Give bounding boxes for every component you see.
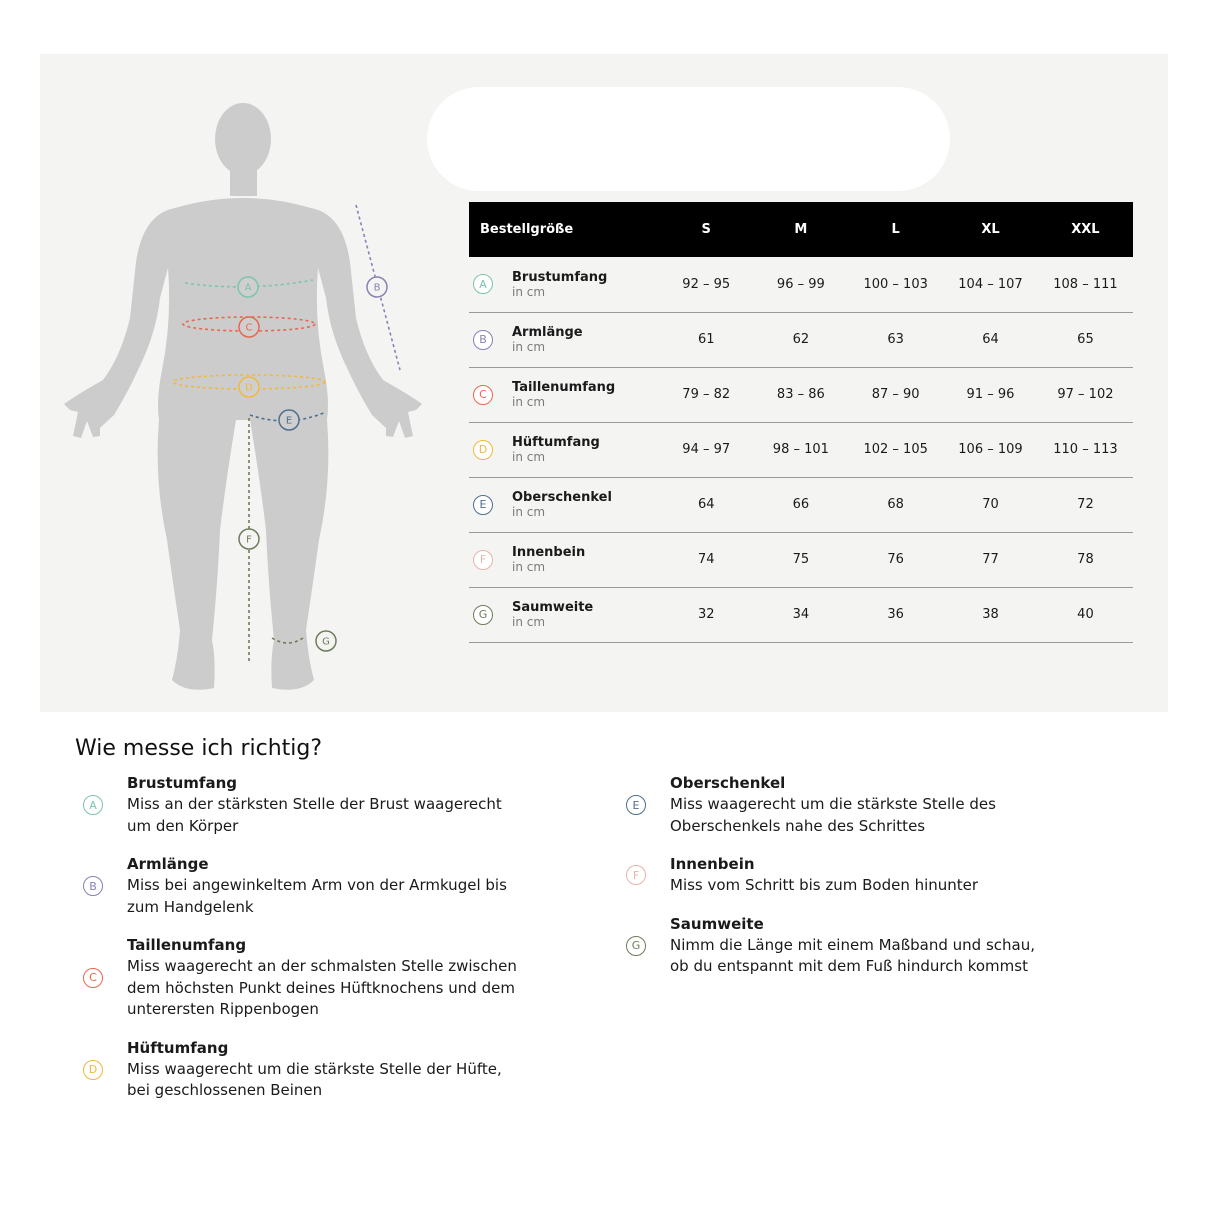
howto-item-text: Miss an der stärksten Stelle der Brust waagerecht (127, 795, 502, 813)
size-value: 98 – 101 (772, 442, 829, 457)
size-value: 92 – 95 (682, 276, 731, 292)
svg-text:E: E (285, 415, 293, 427)
measure-name: Brustumfang (512, 269, 608, 285)
size-value: 74 (697, 552, 715, 567)
marker-f-icon (239, 529, 259, 549)
body-silhouette (64, 103, 422, 690)
size-value: 36 (887, 607, 904, 622)
size-value: 62 (792, 332, 810, 347)
howto-item-hüftumfang (75, 1038, 517, 1102)
svg-text:F: F (246, 534, 252, 546)
row-label-cell (469, 312, 659, 367)
measure-unit: in cm (512, 450, 546, 464)
size-value: 63 (887, 332, 904, 347)
measure-unit: in cm (512, 615, 546, 629)
size-value: 94 – 97 (682, 442, 731, 457)
svg-text:C: C (245, 322, 253, 334)
measure-unit: in cm (512, 560, 546, 574)
size-value: 32 (697, 607, 715, 622)
size-value: 78 (1077, 552, 1094, 567)
measure-e-icon: E (626, 795, 646, 815)
howto-item-taillenumfang (75, 935, 517, 1021)
measure-name: Armlänge (512, 325, 583, 340)
size-value: 64 (697, 497, 715, 512)
howto-item-text: Miss vom Schritt bis zum Boden hinunter (670, 876, 979, 894)
header-cell: L (891, 222, 900, 237)
measure-name: Taillenumfang (512, 380, 616, 395)
measure-e-icon: E (473, 495, 493, 515)
howto-item-text: Miss waagerecht um die stärkste Stelle des (670, 795, 996, 813)
measure-g-icon: G (626, 936, 646, 956)
howto-item-text: zum Handgelenk (127, 897, 254, 916)
row-label-cell (469, 367, 659, 422)
marker-b-icon (367, 277, 387, 297)
size-value: 70 (982, 497, 999, 512)
measure-g-icon: G (473, 605, 493, 625)
measure-name: Hüftumfang (512, 435, 600, 450)
table-row (469, 312, 1133, 367)
size-value: 110 – 113 (1053, 442, 1118, 457)
howto-item-text: Miss waagerecht um die stärkste Stelle der Hüfte, (127, 1059, 502, 1078)
size-value: 79 – 82 (682, 387, 731, 402)
size-value: 64 (982, 332, 999, 347)
header-cell: XL (981, 222, 1000, 237)
measure-f-icon: F (473, 550, 493, 570)
size-value: 106 – 109 (958, 442, 1023, 457)
body-figure (60, 90, 440, 700)
size-value: 96 – 99 (776, 276, 825, 292)
size-value: 76 (887, 552, 904, 567)
size-value: 75 (792, 552, 810, 567)
howto-item-text: um den Körper (127, 816, 239, 835)
howto-item-saumweite (618, 914, 1035, 978)
measure-b-icon: B (473, 330, 493, 350)
measure-unit: in cm (512, 505, 546, 519)
size-value: 40 (1077, 607, 1094, 622)
howto-item-name: Brustumfang (127, 774, 237, 792)
howto-item-name: Armlänge (127, 855, 209, 873)
howto-item-text: unterersten Rippenbogen (127, 1000, 319, 1018)
measure-unit: in cm (512, 340, 546, 354)
table-row (469, 587, 1133, 642)
howto-item-name: Taillenumfang (127, 936, 247, 954)
size-value: 108 – 111 (1053, 276, 1118, 292)
size-value: 91 – 96 (966, 387, 1015, 402)
header-cell: M (794, 222, 808, 237)
table-row (469, 367, 1133, 422)
marker-d-icon (239, 377, 259, 397)
howto-item-innenbein (618, 854, 1035, 897)
size-value: 83 – 86 (776, 387, 825, 402)
svg-text:D: D (245, 382, 253, 394)
measure-unit: in cm (512, 395, 546, 409)
header-cell: XXL (1071, 222, 1100, 237)
howto-item-text: dem höchsten Punkt deines Hüftknochens und dem (127, 978, 515, 997)
howto-item-text: Miss waagerecht an der schmalsten Stelle zwischen (127, 957, 517, 975)
size-value: 68 (887, 497, 904, 512)
howto-item-text: Miss bei angewinkeltem Arm von der Armkugel bis (127, 876, 507, 894)
size-value: 61 (697, 332, 715, 347)
svg-text:B: B (373, 282, 381, 294)
row-label-cell (469, 532, 659, 587)
header-cell: Bestellgröße (480, 222, 574, 237)
howto-item-text: ob du entspannt mit dem Fuß hindurch kommst (670, 957, 1028, 975)
size-value: 66 (792, 497, 810, 512)
size-value: 87 – 90 (871, 387, 920, 402)
size-value: 65 (1077, 332, 1094, 347)
size-value: 100 – 103 (863, 276, 928, 292)
size-value: 34 (792, 607, 810, 622)
measure-b-icon: B (83, 876, 103, 896)
measure-unit: in cm (512, 284, 546, 299)
row-label-cell (469, 422, 659, 477)
measure-f-icon: F (626, 865, 646, 885)
size-value: 97 – 102 (1057, 387, 1114, 402)
measure-d-icon: D (83, 1060, 103, 1080)
table-row (469, 532, 1133, 587)
row-label-cell (469, 257, 659, 312)
blank-title-area (427, 87, 950, 191)
howto-item-brustumfang (75, 773, 517, 837)
measure-a-icon: A (473, 274, 493, 294)
marker-g-icon (316, 631, 336, 651)
howto-item-name: Hüftumfang (127, 1038, 229, 1057)
row-label-cell (469, 587, 659, 642)
howto-right-column (618, 773, 1035, 978)
measure-name: Innenbein (512, 545, 586, 560)
table-header-row (469, 202, 1133, 257)
size-value: 77 (982, 552, 999, 567)
header-cell: S (701, 222, 711, 237)
table-row (469, 257, 1133, 312)
howto-item-name: Saumweite (670, 914, 764, 933)
marker-c-icon (239, 317, 259, 337)
size-value: 104 – 107 (958, 276, 1023, 292)
howto-item-name: Oberschenkel (670, 774, 786, 792)
row-label-cell (469, 477, 659, 532)
table-row (469, 422, 1133, 477)
howto-item-armlänge (75, 854, 517, 918)
howto-item-oberschenkel (618, 773, 1035, 837)
measure-d-icon: D (473, 440, 493, 460)
measure-c-icon: C (473, 385, 493, 405)
howto-item-text: Nimm die Länge mit einem Maßband und schau, (670, 935, 1036, 954)
measure-name: Saumweite (512, 600, 594, 615)
howto-title: Wie messe ich richtig? (75, 736, 323, 761)
marker-e-icon (279, 410, 299, 430)
size-value: 38 (982, 607, 999, 622)
measure-c-icon: C (83, 968, 103, 988)
howto-item-name: Innenbein (670, 855, 755, 873)
measure-name: Oberschenkel (512, 490, 612, 505)
howto-left-column (75, 773, 517, 1102)
svg-text:G: G (322, 636, 330, 648)
table-row (469, 477, 1133, 532)
size-value: 72 (1077, 497, 1094, 512)
howto-item-text: Oberschenkels nahe des Schrittes (670, 816, 926, 835)
svg-text:A: A (244, 282, 252, 294)
howto-item-text: bei geschlossenen Beinen (127, 1081, 323, 1099)
measure-a-icon: A (83, 795, 103, 815)
marker-a-icon (238, 277, 258, 297)
size-table (469, 202, 1133, 643)
size-value: 102 – 105 (863, 442, 928, 457)
